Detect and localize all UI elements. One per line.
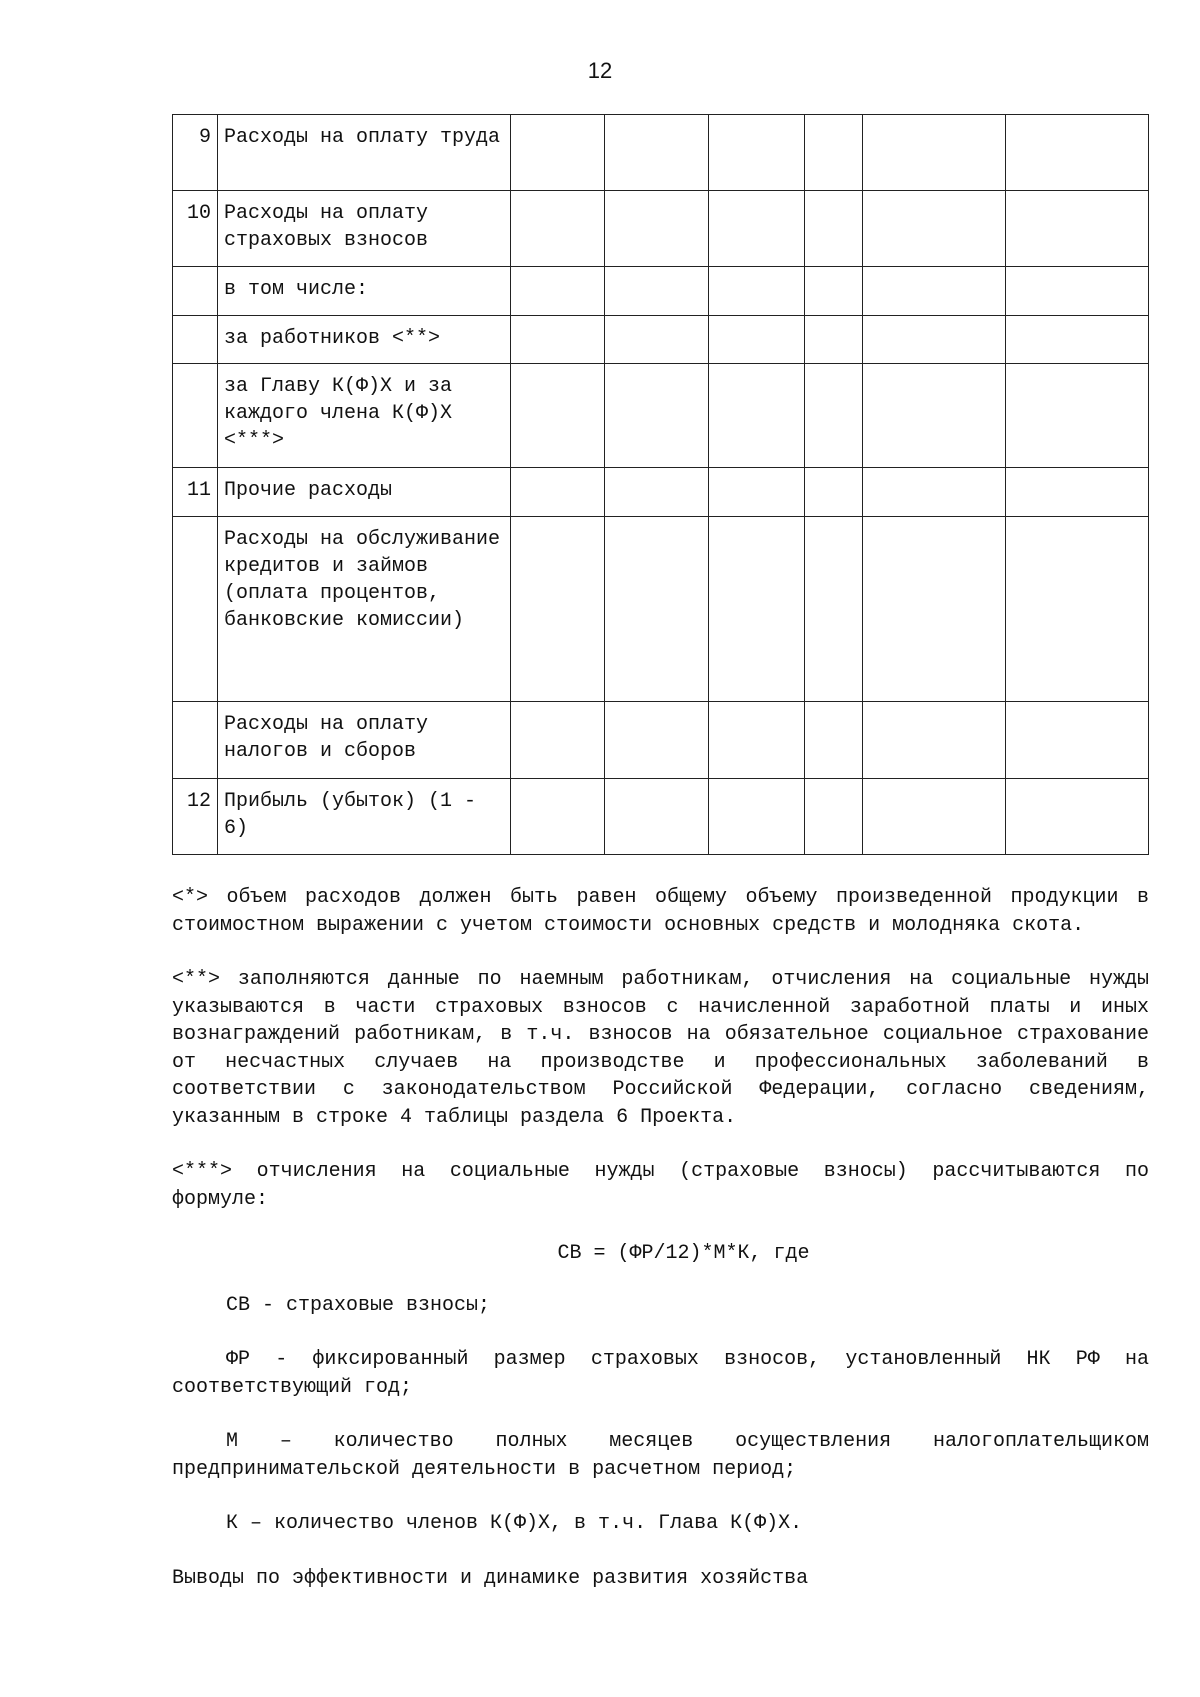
empty-value-cell [863, 779, 1006, 855]
empty-value-cell [863, 702, 1006, 779]
empty-value-cell [805, 364, 863, 468]
empty-value-cell [709, 517, 805, 702]
empty-value-cell [605, 364, 709, 468]
definition-sv: СВ - страховые взносы; [226, 1293, 491, 1317]
table-row [173, 702, 1149, 779]
empty-value-cell [605, 779, 709, 855]
row-label: Расходы на обслуживание кредитов и займов (оплата процентов, банковские комиссии) [218, 517, 511, 702]
empty-value-cell [709, 468, 805, 517]
definition-fr: ФР - фиксированный размер страховых взносов, установленный НК РФ на соответствующий год; [172, 1348, 1149, 1399]
empty-value-cell [605, 191, 709, 267]
empty-value-cell [511, 779, 605, 855]
empty-value-cell [709, 115, 805, 191]
empty-value-cell [805, 267, 863, 316]
empty-value-cell [709, 191, 805, 267]
row-number [173, 364, 218, 468]
empty-value-cell [1006, 779, 1149, 855]
table-row [173, 779, 1149, 855]
row-number [173, 517, 218, 702]
empty-value-cell [863, 364, 1006, 468]
row-label: Прочие расходы [218, 468, 511, 517]
conclusion-heading: Выводы по эффективности и динамике развития хозяйства [172, 1566, 809, 1590]
empty-value-cell [1006, 468, 1149, 517]
table-row [173, 468, 1149, 517]
empty-value-cell [709, 702, 805, 779]
row-label: Расходы на оплату страховых взносов [218, 191, 511, 267]
empty-value-cell [863, 191, 1006, 267]
empty-value-cell [863, 316, 1006, 364]
empty-value-cell [805, 779, 863, 855]
empty-value-cell [709, 779, 805, 855]
formula: СВ = (ФР/12)*М*К, где [557, 1242, 810, 1265]
empty-value-cell [605, 517, 709, 702]
row-label: за работников <**> [218, 316, 511, 364]
empty-value-cell [1006, 191, 1149, 267]
empty-value-cell [1006, 316, 1149, 364]
empty-value-cell [605, 115, 709, 191]
row-number: 10 [173, 191, 218, 267]
row-number [173, 316, 218, 364]
empty-value-cell [605, 316, 709, 364]
empty-value-cell [1006, 364, 1149, 468]
empty-value-cell [863, 468, 1006, 517]
table-row [173, 364, 1149, 468]
empty-value-cell [863, 115, 1006, 191]
empty-value-cell [511, 115, 605, 191]
row-number [173, 702, 218, 779]
footnote-triple-star: <***> отчисления на социальные нужды (страховые взносы) рассчитываются по формуле: [172, 1160, 1149, 1211]
empty-value-cell [605, 468, 709, 517]
footnotes [172, 884, 1149, 1592]
definition-m: М – количество полных месяцев осуществления налогоплательщиком предпринимательской деятельности в расчетном период; [172, 1430, 1149, 1481]
empty-value-cell [511, 517, 605, 702]
empty-value-cell [605, 702, 709, 779]
expenses-table [172, 114, 1149, 855]
empty-value-cell [805, 316, 863, 364]
empty-value-cell [863, 267, 1006, 316]
row-label: в том числе: [218, 267, 511, 316]
table-row [173, 191, 1149, 267]
row-number: 11 [173, 468, 218, 517]
table-row [173, 267, 1149, 316]
empty-value-cell [511, 468, 605, 517]
footnote-double-star: <**> заполняются данные по наемным работникам, отчисления на социальные нужды указываются в части страховых взносов с начисленной заработной платы и иных вознаграждений работникам, в т.ч. взносов на обязательное социальное страхование от несчастных случаев на производстве и профессиональных заболеваний в соответствии с законодательством Российской Федерации, согласно сведениям, указанным в строке 4 таблицы раздела 6 Проекта. [172, 968, 1149, 1129]
row-label: Расходы на оплату труда [218, 115, 511, 191]
row-number: 12 [173, 779, 218, 855]
empty-value-cell [511, 316, 605, 364]
empty-value-cell [511, 702, 605, 779]
footnote-single-star: <*> объем расходов должен быть равен общему объему произведенной продукции в стоимостном выражении с учетом стоимости основных средств и молодняка скота. [172, 886, 1149, 937]
empty-value-cell [805, 702, 863, 779]
row-number: 9 [173, 115, 218, 191]
empty-value-cell [605, 267, 709, 316]
table-row [173, 115, 1149, 191]
empty-value-cell [1006, 702, 1149, 779]
table-row [173, 517, 1149, 702]
page-number: 12 [587, 58, 613, 83]
empty-value-cell [709, 316, 805, 364]
empty-value-cell [709, 364, 805, 468]
empty-value-cell [511, 191, 605, 267]
empty-value-cell [511, 267, 605, 316]
empty-value-cell [1006, 517, 1149, 702]
empty-value-cell [805, 517, 863, 702]
empty-value-cell [805, 191, 863, 267]
empty-value-cell [511, 364, 605, 468]
empty-value-cell [1006, 267, 1149, 316]
empty-value-cell [805, 115, 863, 191]
empty-value-cell [1006, 115, 1149, 191]
row-label: за Главу К(Ф)Х и за каждого члена К(Ф)Х <***> [218, 364, 511, 468]
row-label: Прибыль (убыток) (1 - 6) [218, 779, 511, 855]
table-row [173, 316, 1149, 364]
row-number [173, 267, 218, 316]
empty-value-cell [709, 267, 805, 316]
row-label: Расходы на оплату налогов и сборов [218, 702, 511, 779]
empty-value-cell [863, 517, 1006, 702]
empty-value-cell [805, 468, 863, 517]
definition-k: К – количество членов К(Ф)Х, в т.ч. Глава К(Ф)Х. [226, 1512, 803, 1535]
